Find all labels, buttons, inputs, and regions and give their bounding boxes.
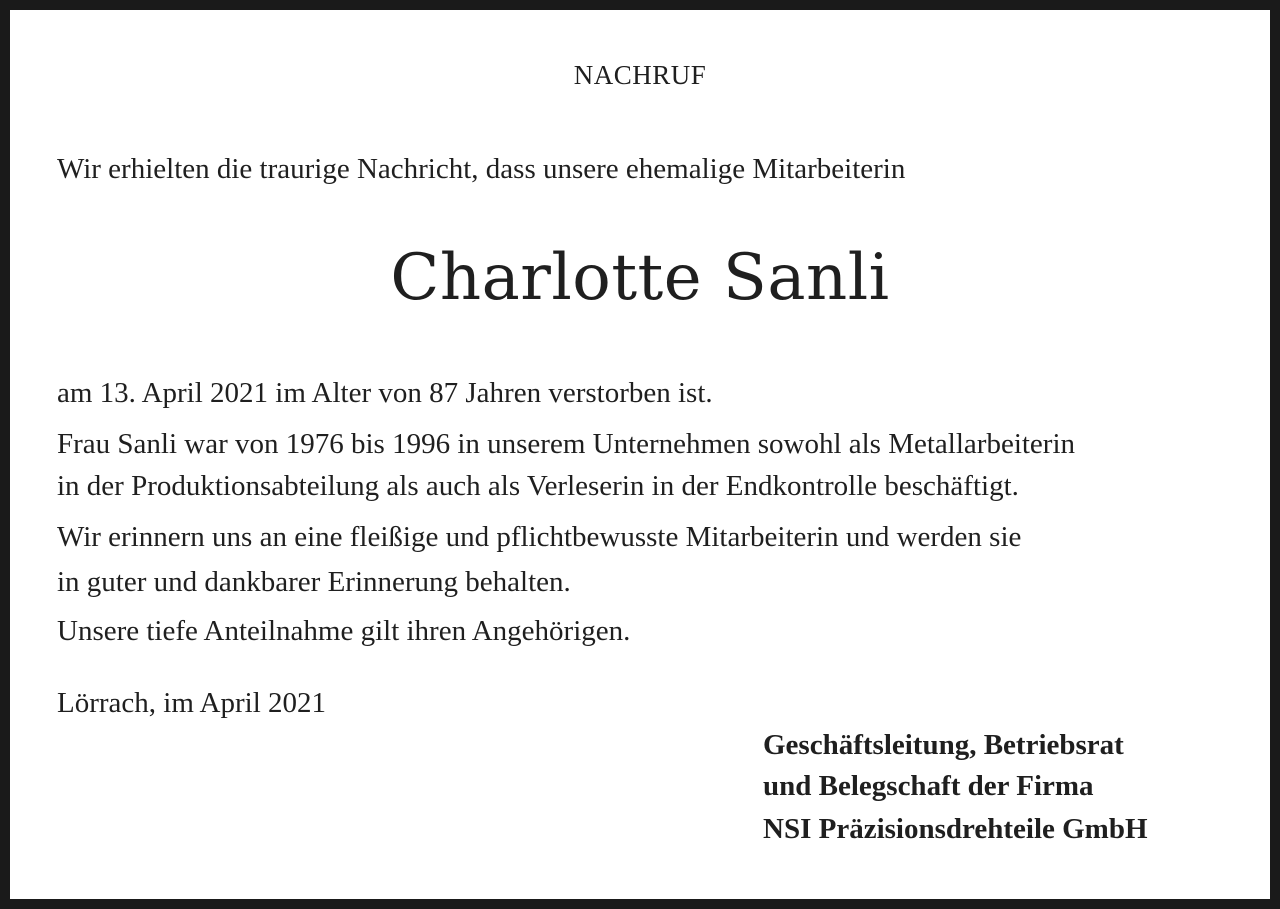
body-line-3: in der Produktionsabteilung als auch als Verleserin in der Endkontrolle beschäftigt. [57,470,1019,502]
body-line-2: Frau Sanli war von 1976 bis 1996 in unserem Unternehmen sowohl als Metallarbeiterin [57,428,1076,460]
signature-line-3: NSI Präzisionsdrehteile GmbH [763,813,1148,845]
signature-line-2: und Belegschaft der Firma [763,770,1094,802]
notice-heading: NACHRUF [573,60,707,90]
obituary-notice [10,10,1270,899]
body-line-1: am 13. April 2021 im Alter von 87 Jahren verstorben ist. [57,377,713,409]
body-line-4: Wir erinnern uns an eine fleißige und pflichtbewusste Mitarbeiterin und werden sie [57,521,1022,553]
signature-line-1: Geschäftsleitung, Betriebsrat [763,729,1124,761]
place-date: Lörrach, im April 2021 [57,687,327,719]
body-line-6: Unsere tiefe Anteilnahme gilt ihren Angehörigen. [57,615,631,647]
deceased-name: Charlotte Sanli [390,241,890,315]
body-line-5: in guter und dankbarer Erinnerung behalten. [57,566,571,598]
intro-text: Wir erhielten die traurige Nachricht, dass unsere ehemalige Mitarbeiterin [57,153,906,185]
